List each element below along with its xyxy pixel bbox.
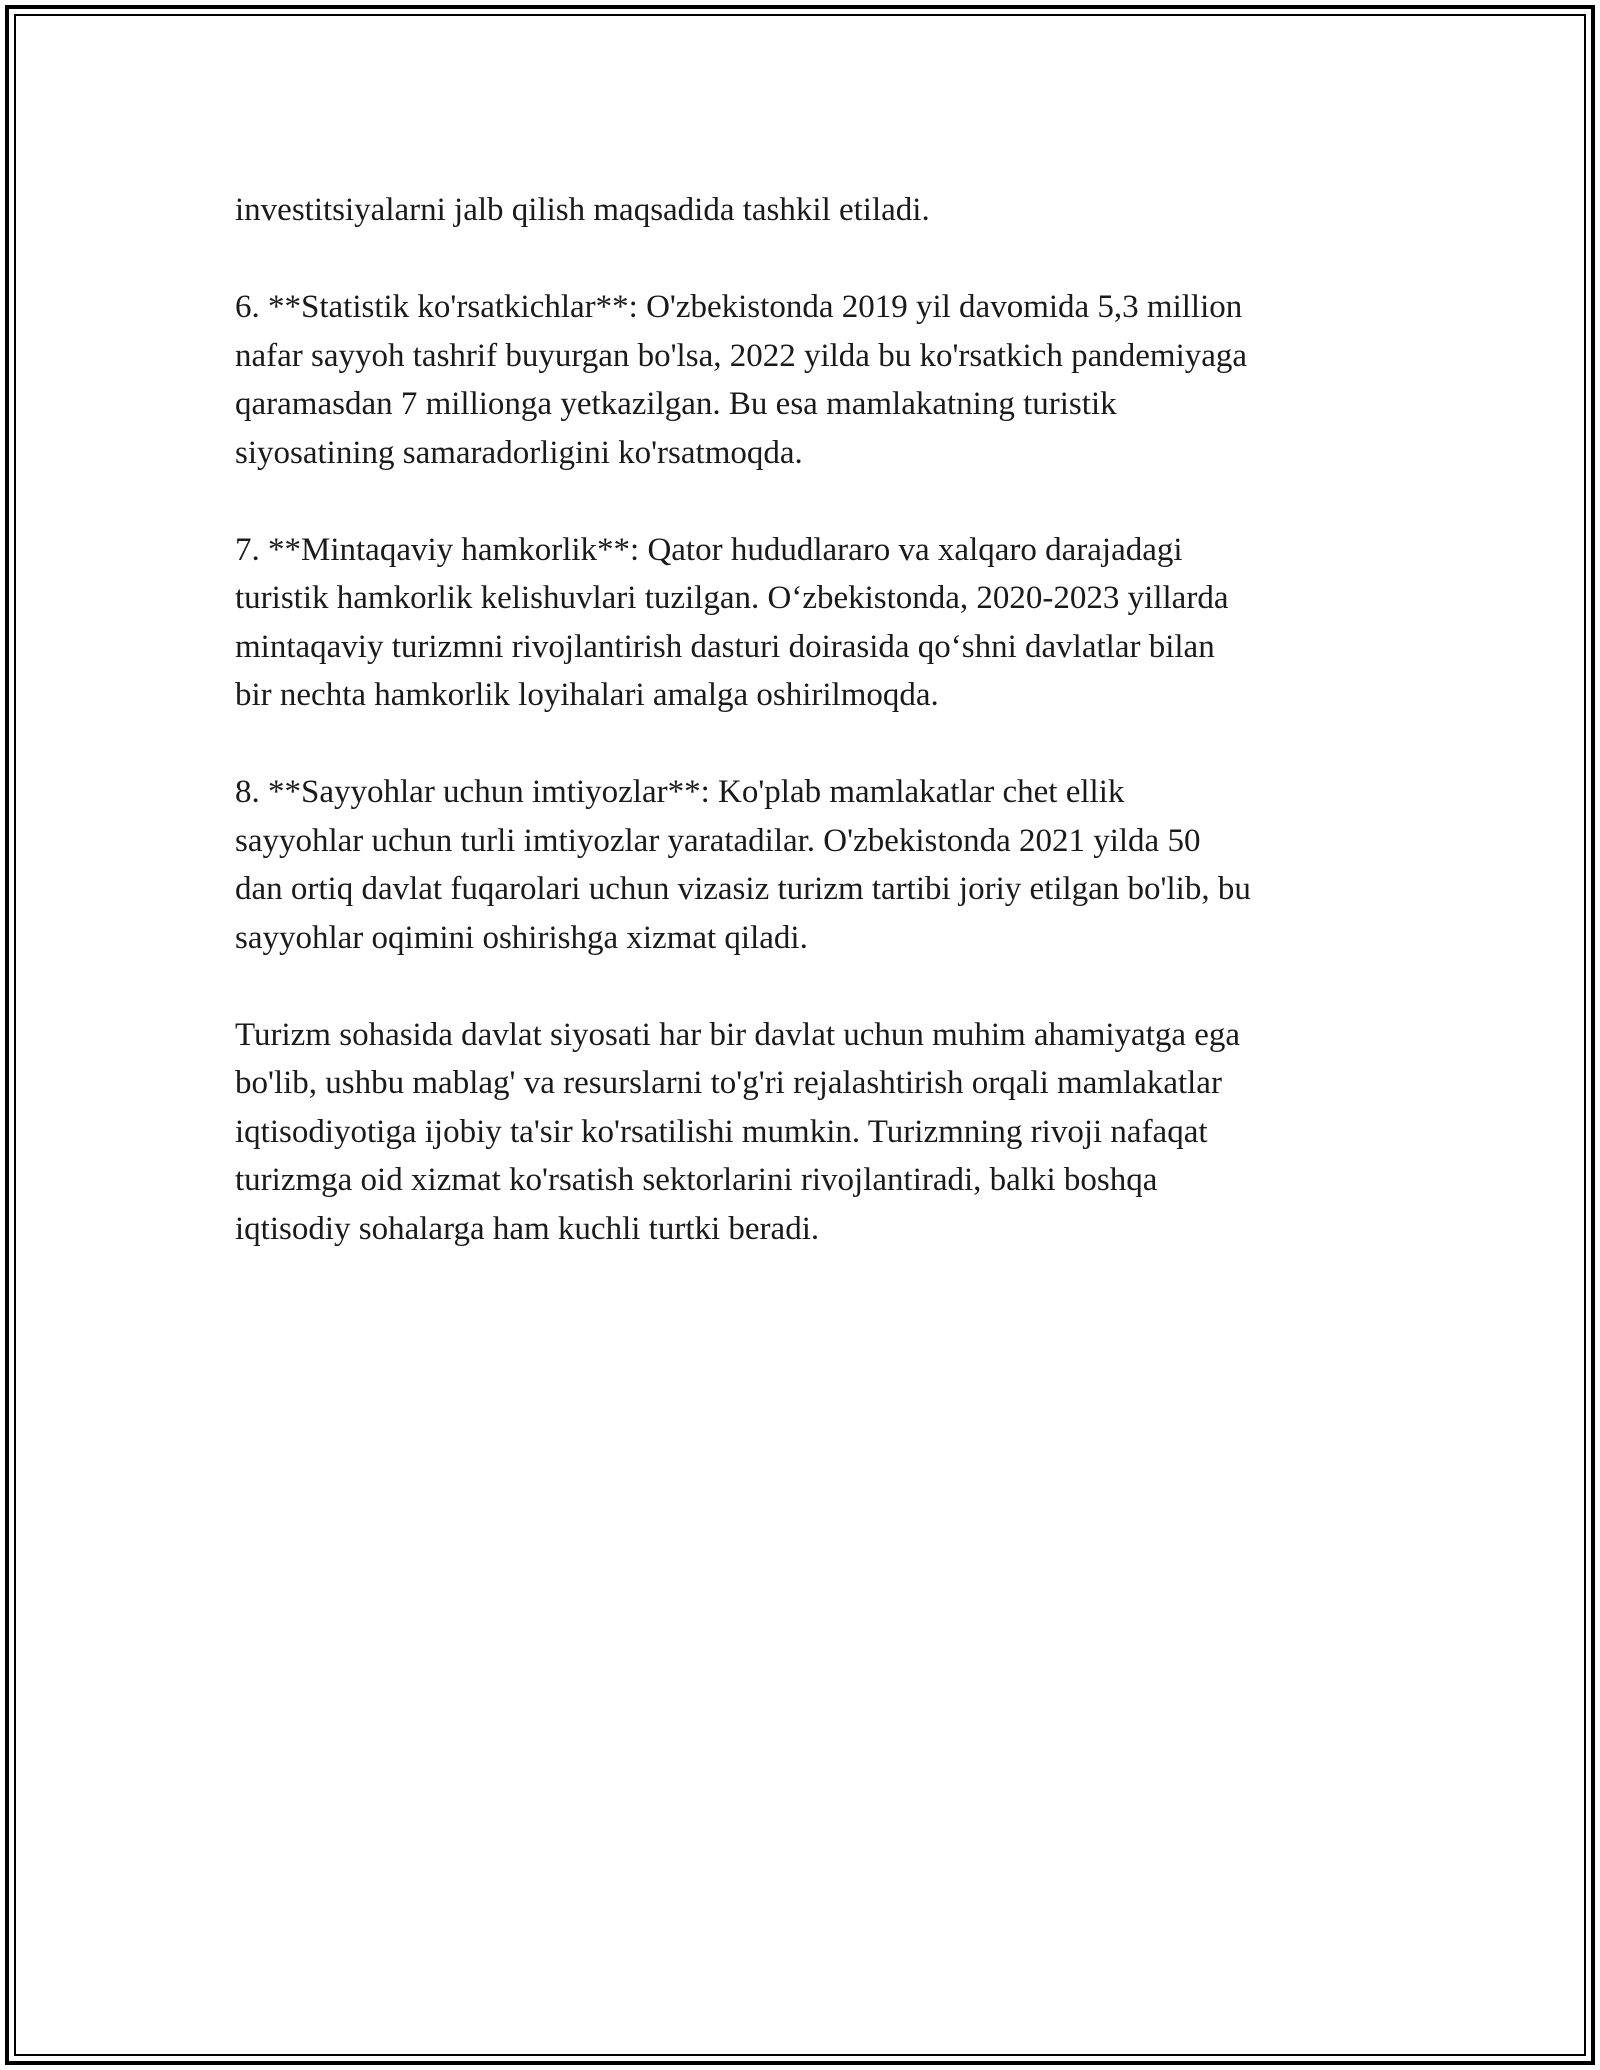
paragraph-conclusion: Turizm sohasida davlat siyosati har bir davlat uchun muhim ahamiyatga ega bo'lib, ushbu mablag' va resurslarni to'g'ri rejalashtirish orqali mamlakatlar iqtisodiyotiga ijobiy ta'sir ko'rsatilishi mumkin. Turizmning rivoji nafaqat turizmga oid xizmat ko'rsatish sektorlarini rivojlantiradi, balki boshqa iqtisodiy sohalarga ham kuchli turtki beradi.	[235, 1016, 1241, 1247]
paragraph-statistics: 6. **Statistik ko'rsatkichlar**: O'zbekistonda 2019 yil davomida 5,3 million nafar sayyoh tashrif buyurgan bo'lsa, 2022 yilda bu ko'rsatkich pandemiyaga qaramasdan 7 millionga yetkazilgan. Bu esa mamlakatning turistik siyosatining samaradorligini ko'rsatmoqda.	[235, 289, 1248, 471]
paragraph-regional-cooperation: 7. **Mintaqaviy hamkorlik**: Qator hududlararo va xalqaro darajadagi turistik hamkorlik kelishuvlari tuzilgan. O‘zbekistonda, 2020-2023 yillarda mintaqaviy turizmni rivojlantirish dasturi doirasida qo‘shni davlatlar bilan bir nechta hamkorlik loyihalari amalga oshirilmoqda.	[235, 531, 1229, 713]
paragraph-tourist-privileges: 8. **Sayyohlar uchun imtiyozlar**: Ko'plab mamlakatlar chet ellik sayyohlar uchun turli imtiyozlar yaratadilar. O'zbekistonda 2021 yilda 50 dan ortiq davlat fuqarolari uchun vizasiz turizm tartibi joriy etilgan bo'lib, bu sayyohlar oqimini oshirishga xizmat qiladi.	[235, 774, 1251, 956]
document-body	[235, 186, 1375, 1302]
paragraph-continuation: investitsiyalarni jalb qilish maqsadida tashkil etiladi.	[235, 192, 930, 228]
